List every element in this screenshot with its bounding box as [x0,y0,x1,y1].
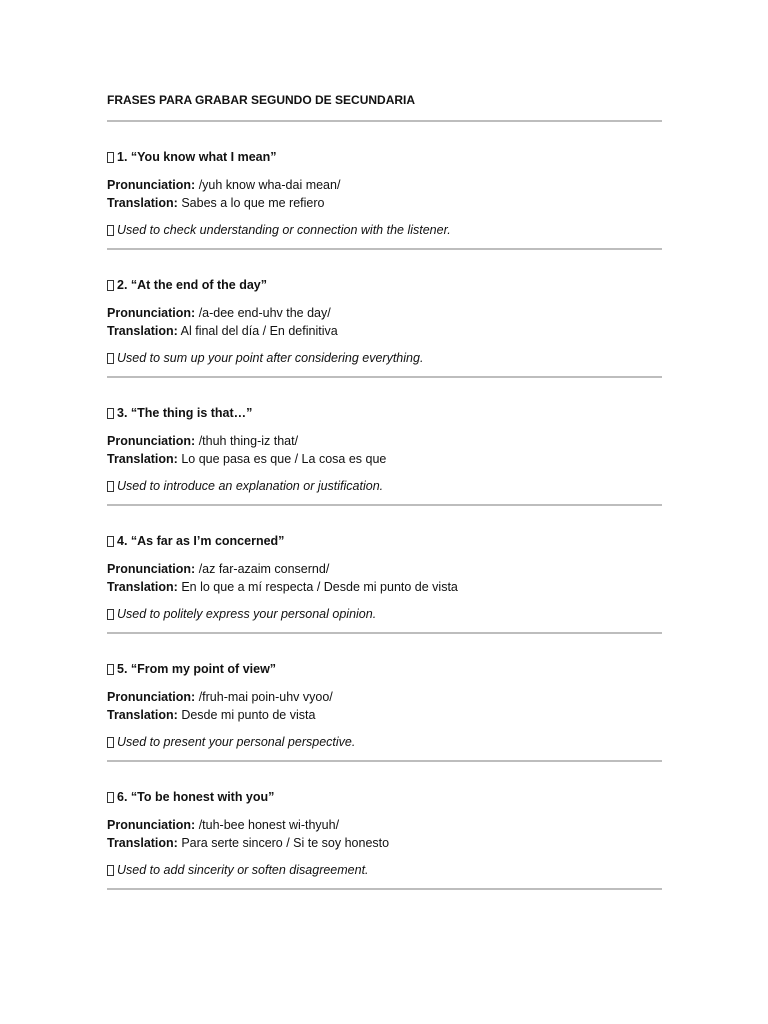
usage-note [107,862,662,878]
pronunciation-label: Pronunciation: [107,434,196,448]
phrase-details [107,304,662,340]
phrase-heading-text: 6. “To be honest with you” [117,790,275,804]
translation-label: Translation: [107,708,178,722]
pronunciation-text: /az far-azaim consernd/ [198,562,330,576]
translation-label: Translation: [107,580,178,594]
phrase-entry [107,762,662,890]
usage-note [107,350,662,366]
pronunciation-text: /thuh thing-iz that/ [198,434,299,448]
translation-label: Translation: [107,452,178,466]
translation-label: Translation: [107,324,178,338]
missing-glyph-icon [107,280,114,291]
missing-glyph-icon [107,792,114,803]
usage-note [107,222,662,238]
phrase-heading [107,533,662,549]
phrase-heading [107,405,662,421]
pronunciation-line [107,816,662,834]
missing-glyph-icon [107,664,114,675]
usage-note-text: Used to present your personal perspective. [117,735,356,749]
pronunciation-text: /fruh-mai poin-uhv vyoo/ [198,690,333,704]
missing-glyph-icon [107,481,114,492]
phrase-details [107,816,662,852]
phrase-entry [107,122,662,250]
translation-text: En lo que a mí respecta / Desde mi punto de vista [181,580,458,594]
translation-line [107,194,662,212]
pronunciation-line [107,304,662,322]
phrase-heading [107,149,662,165]
translation-line [107,578,662,596]
translation-text: Desde mi punto de vista [181,708,316,722]
translation-text: Sabes a lo que me refiero [181,196,325,210]
translation-label: Translation: [107,836,178,850]
pronunciation-label: Pronunciation: [107,690,196,704]
translation-line [107,322,662,340]
missing-glyph-icon [107,865,114,876]
phrase-entry [107,634,662,762]
document-page [107,92,662,890]
usage-note-text: Used to introduce an explanation or justification. [117,479,384,493]
usage-note [107,734,662,750]
pronunciation-text: /a-dee end-uhv the day/ [198,306,331,320]
missing-glyph-icon [107,152,114,163]
usage-note-text: Used to sum up your point after considering everything. [117,351,424,365]
pronunciation-label: Pronunciation: [107,818,196,832]
phrase-entry [107,250,662,378]
usage-note-text: Used to check understanding or connection with the listener. [117,223,451,237]
phrase-entry [107,378,662,506]
missing-glyph-icon [107,225,114,236]
phrase-heading [107,789,662,805]
translation-text: Lo que pasa es que / La cosa es que [181,452,387,466]
phrase-heading-text: 1. “You know what I mean” [117,150,277,164]
phrase-details [107,432,662,468]
missing-glyph-icon [107,609,114,620]
usage-note [107,478,662,494]
pronunciation-line [107,688,662,706]
translation-text: Al final del día / En definitiva [180,324,338,338]
pronunciation-label: Pronunciation: [107,562,196,576]
phrase-heading-text: 2. “At the end of the day” [117,278,268,292]
missing-glyph-icon [107,536,114,547]
pronunciation-text: /tuh-bee honest wi-thyuh/ [198,818,340,832]
missing-glyph-icon [107,408,114,419]
missing-glyph-icon [107,737,114,748]
translation-text: Para serte sincero / Si te soy honesto [181,836,390,850]
document-title: FRASES PARA GRABAR SEGUNDO DE SECUNDARIA [107,93,416,107]
phrase-details [107,176,662,212]
pronunciation-text: /yuh know wha-dai mean/ [198,178,341,192]
usage-note [107,606,662,622]
phrase-entry [107,506,662,634]
translation-label: Translation: [107,196,178,210]
pronunciation-line [107,560,662,578]
usage-note-text: Used to add sincerity or soften disagreement. [117,863,369,877]
phrase-details [107,560,662,596]
phrase-heading-text: 3. “The thing is that…” [117,406,253,420]
phrase-heading-text: 5. “From my point of view” [117,662,277,676]
pronunciation-line [107,176,662,194]
translation-line [107,450,662,468]
pronunciation-line [107,432,662,450]
missing-glyph-icon [107,353,114,364]
pronunciation-label: Pronunciation: [107,178,196,192]
pronunciation-label: Pronunciation: [107,306,196,320]
usage-note-text: Used to politely express your personal opinion. [117,607,377,621]
translation-line [107,706,662,724]
phrase-heading [107,661,662,677]
phrase-heading-text: 4. “As far as I’m concerned” [117,534,285,548]
phrase-heading [107,277,662,293]
phrase-details [107,688,662,724]
entry-divider [107,888,662,890]
translation-line [107,834,662,852]
